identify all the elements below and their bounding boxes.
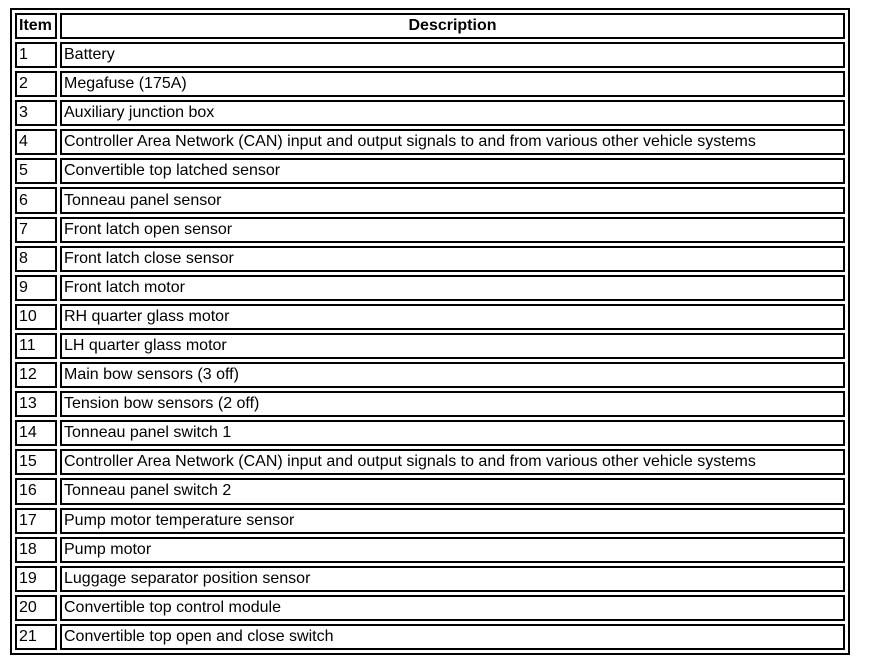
item-number-cell: 19 <box>15 566 57 592</box>
item-number-cell: 2 <box>15 71 57 97</box>
item-number-cell: 14 <box>15 420 57 446</box>
table-row <box>15 100 845 126</box>
item-number-cell: 12 <box>15 362 57 388</box>
item-number-cell: 16 <box>15 478 57 504</box>
description-cell: Front latch close sensor <box>60 246 845 272</box>
description-cell: Pump motor temperature sensor <box>60 508 845 534</box>
table-row <box>15 449 845 475</box>
description-cell: Convertible top open and close switch <box>60 624 845 650</box>
item-number-cell: 17 <box>15 508 57 534</box>
legend-table-frame <box>10 8 850 655</box>
description-cell: Convertible top latched sensor <box>60 158 845 184</box>
item-number-cell: 9 <box>15 275 57 301</box>
description-cell: Tonneau panel switch 2 <box>60 478 845 504</box>
table-row <box>15 537 845 563</box>
table-row <box>15 275 845 301</box>
table-row <box>15 246 845 272</box>
item-number-cell: 5 <box>15 158 57 184</box>
item-number-cell: 10 <box>15 304 57 330</box>
description-cell: Controller Area Network (CAN) input and output signals to and from various other vehicle systems <box>60 449 845 475</box>
table-row <box>15 187 845 213</box>
table-row <box>15 624 845 650</box>
table-header-row <box>15 13 845 39</box>
legend-table <box>12 10 848 653</box>
description-cell: Tonneau panel switch 1 <box>60 420 845 446</box>
item-number-cell: 11 <box>15 333 57 359</box>
table-row <box>15 71 845 97</box>
table-row <box>15 420 845 446</box>
item-number-cell: 1 <box>15 42 57 68</box>
item-number-cell: 18 <box>15 537 57 563</box>
description-cell: Pump motor <box>60 537 845 563</box>
table-row <box>15 478 845 504</box>
description-cell: Front latch motor <box>60 275 845 301</box>
table-row <box>15 566 845 592</box>
table-row <box>15 362 845 388</box>
description-cell: Luggage separator position sensor <box>60 566 845 592</box>
table-row <box>15 304 845 330</box>
table-row <box>15 391 845 417</box>
description-cell: Tension bow sensors (2 off) <box>60 391 845 417</box>
table-row <box>15 217 845 243</box>
item-number-cell: 7 <box>15 217 57 243</box>
description-column-header: Description <box>60 13 845 39</box>
table-row <box>15 333 845 359</box>
table-row <box>15 595 845 621</box>
description-cell: RH quarter glass motor <box>60 304 845 330</box>
item-number-cell: 8 <box>15 246 57 272</box>
item-number-cell: 4 <box>15 129 57 155</box>
description-cell: Convertible top control module <box>60 595 845 621</box>
description-cell: Main bow sensors (3 off) <box>60 362 845 388</box>
table-row <box>15 508 845 534</box>
description-cell: LH quarter glass motor <box>60 333 845 359</box>
table-row <box>15 129 845 155</box>
description-cell: Megafuse (175A) <box>60 71 845 97</box>
table-row <box>15 158 845 184</box>
item-column-header: Item <box>15 13 57 39</box>
item-number-cell: 3 <box>15 100 57 126</box>
table-row <box>15 42 845 68</box>
item-number-cell: 15 <box>15 449 57 475</box>
item-number-cell: 20 <box>15 595 57 621</box>
description-cell: Tonneau panel sensor <box>60 187 845 213</box>
description-cell: Battery <box>60 42 845 68</box>
item-number-cell: 21 <box>15 624 57 650</box>
table-body <box>15 42 845 650</box>
description-cell: Auxiliary junction box <box>60 100 845 126</box>
item-number-cell: 13 <box>15 391 57 417</box>
description-cell: Controller Area Network (CAN) input and output signals to and from various other vehicle systems <box>60 129 845 155</box>
item-number-cell: 6 <box>15 187 57 213</box>
description-cell: Front latch open sensor <box>60 217 845 243</box>
